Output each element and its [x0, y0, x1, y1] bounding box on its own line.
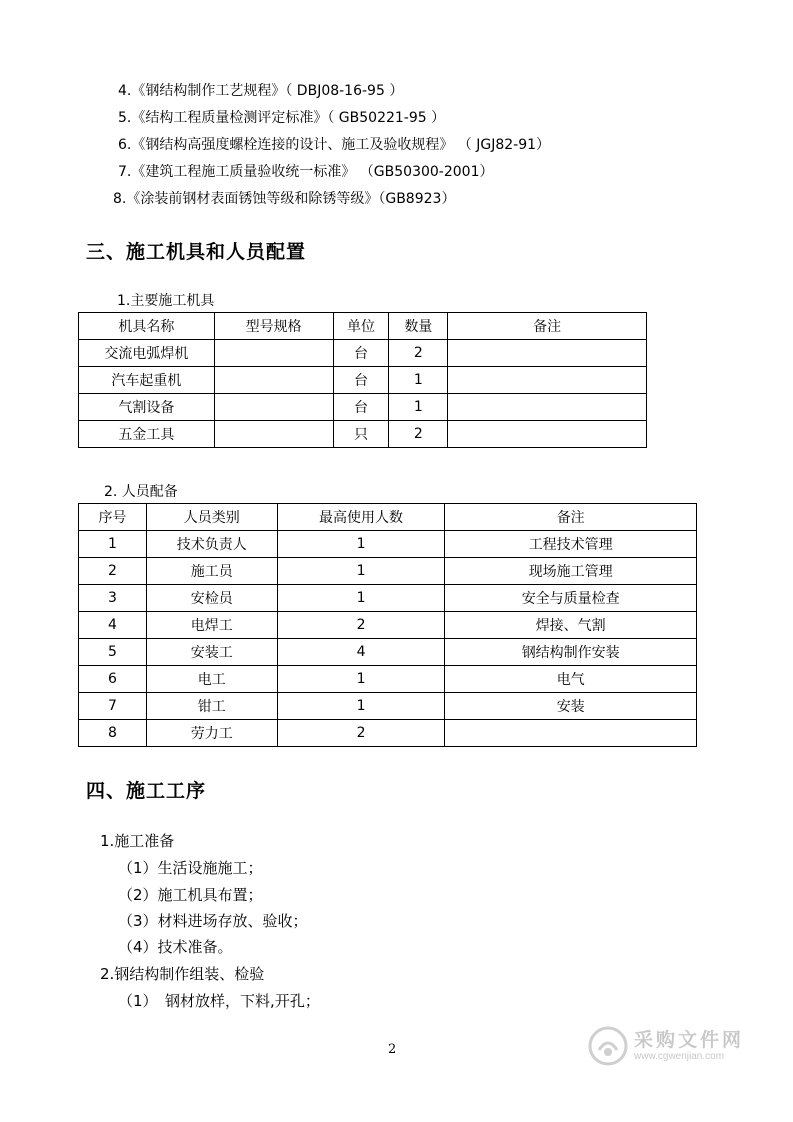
table-row	[79, 585, 697, 612]
table-row	[79, 639, 697, 666]
table-cell	[448, 367, 647, 394]
table-cell: 台	[333, 394, 389, 421]
table-cell: 焊接、气割	[445, 612, 697, 639]
table-cell: 1	[277, 666, 445, 693]
table-cell	[214, 394, 333, 421]
table-cell: 8	[79, 720, 147, 747]
header-cell: 单位	[333, 313, 389, 340]
table-cell: 1	[277, 558, 445, 585]
table-row	[79, 340, 647, 367]
table-cell: 2	[389, 340, 448, 367]
section-4-heading: 四、施工工序	[86, 780, 207, 802]
table-cell: 电气	[445, 666, 697, 693]
table-cell: 1	[277, 585, 445, 612]
table-row	[79, 720, 697, 747]
header-cell: 最高使用人数	[277, 504, 445, 531]
table-cell: 1	[389, 367, 448, 394]
personnel-table	[78, 503, 697, 747]
header-cell: 机具名称	[79, 313, 215, 340]
table-cell: 安装工	[146, 639, 277, 666]
table-cell: 交流电弧焊机	[79, 340, 215, 367]
table-cell: 1	[277, 531, 445, 558]
table-cell: 钳工	[146, 693, 277, 720]
table-cell: 台	[333, 367, 389, 394]
step-1-title: 1.施工准备	[100, 832, 175, 850]
watermark-url: www.cgwenjian.com	[634, 1051, 725, 1062]
table-cell	[448, 394, 647, 421]
personnel-header-row	[79, 504, 697, 531]
reference-6: 6.《钢结构高强度螺栓连接的设计、施工及验收规程》 （ JGJ82-91）	[118, 137, 551, 153]
table-cell: 技术负责人	[146, 531, 277, 558]
table-cell	[214, 340, 333, 367]
table-cell: 只	[333, 421, 389, 448]
section-3-heading: 三、施工机具和人员配置	[86, 241, 307, 263]
table-row	[79, 693, 697, 720]
table-cell: 钢结构制作安装	[445, 639, 697, 666]
table-cell: 3	[79, 585, 147, 612]
table-cell: 6	[79, 666, 147, 693]
table-row	[79, 367, 647, 394]
header-cell: 备注	[448, 313, 647, 340]
table-cell	[445, 720, 697, 747]
table-cell	[214, 367, 333, 394]
table-cell: 气割设备	[79, 394, 215, 421]
table-cell	[448, 340, 647, 367]
table-cell: 5	[79, 639, 147, 666]
step-1-item: （4）技术准备。	[118, 938, 233, 956]
page-number: 2	[388, 1042, 397, 1057]
table-cell: 工程技术管理	[445, 531, 697, 558]
table-cell: 电焊工	[146, 612, 277, 639]
reference-5: 5.《结构工程质量检测评定标准》（ GB50221-95 ）	[118, 110, 446, 126]
table-cell: 安检员	[146, 585, 277, 612]
table-cell: 1	[79, 531, 147, 558]
step-2-item: （1） 钢材放样，下料,开孔；	[118, 992, 320, 1010]
table-cell: 1	[277, 693, 445, 720]
personnel-caption: 2. 人员配备	[104, 484, 178, 500]
header-cell: 备注	[445, 504, 697, 531]
table-cell: 劳力工	[146, 720, 277, 747]
table-cell: 2	[389, 421, 448, 448]
table-cell: 安装	[445, 693, 697, 720]
step-2-title: 2.钢结构制作组装、检验	[100, 965, 265, 983]
watermark-title: 采购文件网	[634, 1029, 745, 1051]
table-cell: 4	[79, 612, 147, 639]
table-row	[79, 394, 647, 421]
table-cell: 安全与质量检查	[445, 585, 697, 612]
equipment-table	[78, 312, 647, 448]
table-cell: 汽车起重机	[79, 367, 215, 394]
table-cell	[448, 421, 647, 448]
table-cell: 7	[79, 693, 147, 720]
table-row	[79, 421, 647, 448]
header-cell: 数量	[389, 313, 448, 340]
table-row	[79, 666, 697, 693]
table-cell: 2	[277, 720, 445, 747]
table-cell	[214, 421, 333, 448]
step-1-item: （2）施工机具布置；	[118, 886, 263, 904]
equipment-caption: 1.主要施工机具	[117, 293, 215, 309]
table-cell: 五金工具	[79, 421, 215, 448]
header-cell: 序号	[79, 504, 147, 531]
table-cell: 2	[277, 612, 445, 639]
reference-8: 8.《涂装前钢材表面锈蚀等级和除锈等级》（GB8923）	[113, 191, 456, 207]
table-cell: 施工员	[146, 558, 277, 585]
step-1-item: （1）生活设施施工；	[118, 859, 263, 877]
table-cell: 4	[277, 639, 445, 666]
header-cell: 型号规格	[214, 313, 333, 340]
table-row	[79, 612, 697, 639]
table-row	[79, 531, 697, 558]
table-cell: 现场施工管理	[445, 558, 697, 585]
header-cell: 人员类别	[146, 504, 277, 531]
table-cell: 台	[333, 340, 389, 367]
watermark-logo-icon	[588, 1026, 628, 1066]
step-1-item: （3）材料进场存放、验收；	[118, 912, 308, 930]
table-row	[79, 558, 697, 585]
reference-4: 4.《钢结构制作工艺规程》（ DBJ08-16-95 ）	[118, 83, 404, 99]
reference-7: 7.《建筑工程施工质量验收统一标准》 （GB50300-2001）	[118, 164, 494, 180]
watermark	[588, 1026, 744, 1066]
equipment-header-row	[79, 313, 647, 340]
table-cell: 电工	[146, 666, 277, 693]
table-cell: 2	[79, 558, 147, 585]
table-cell: 1	[389, 394, 448, 421]
